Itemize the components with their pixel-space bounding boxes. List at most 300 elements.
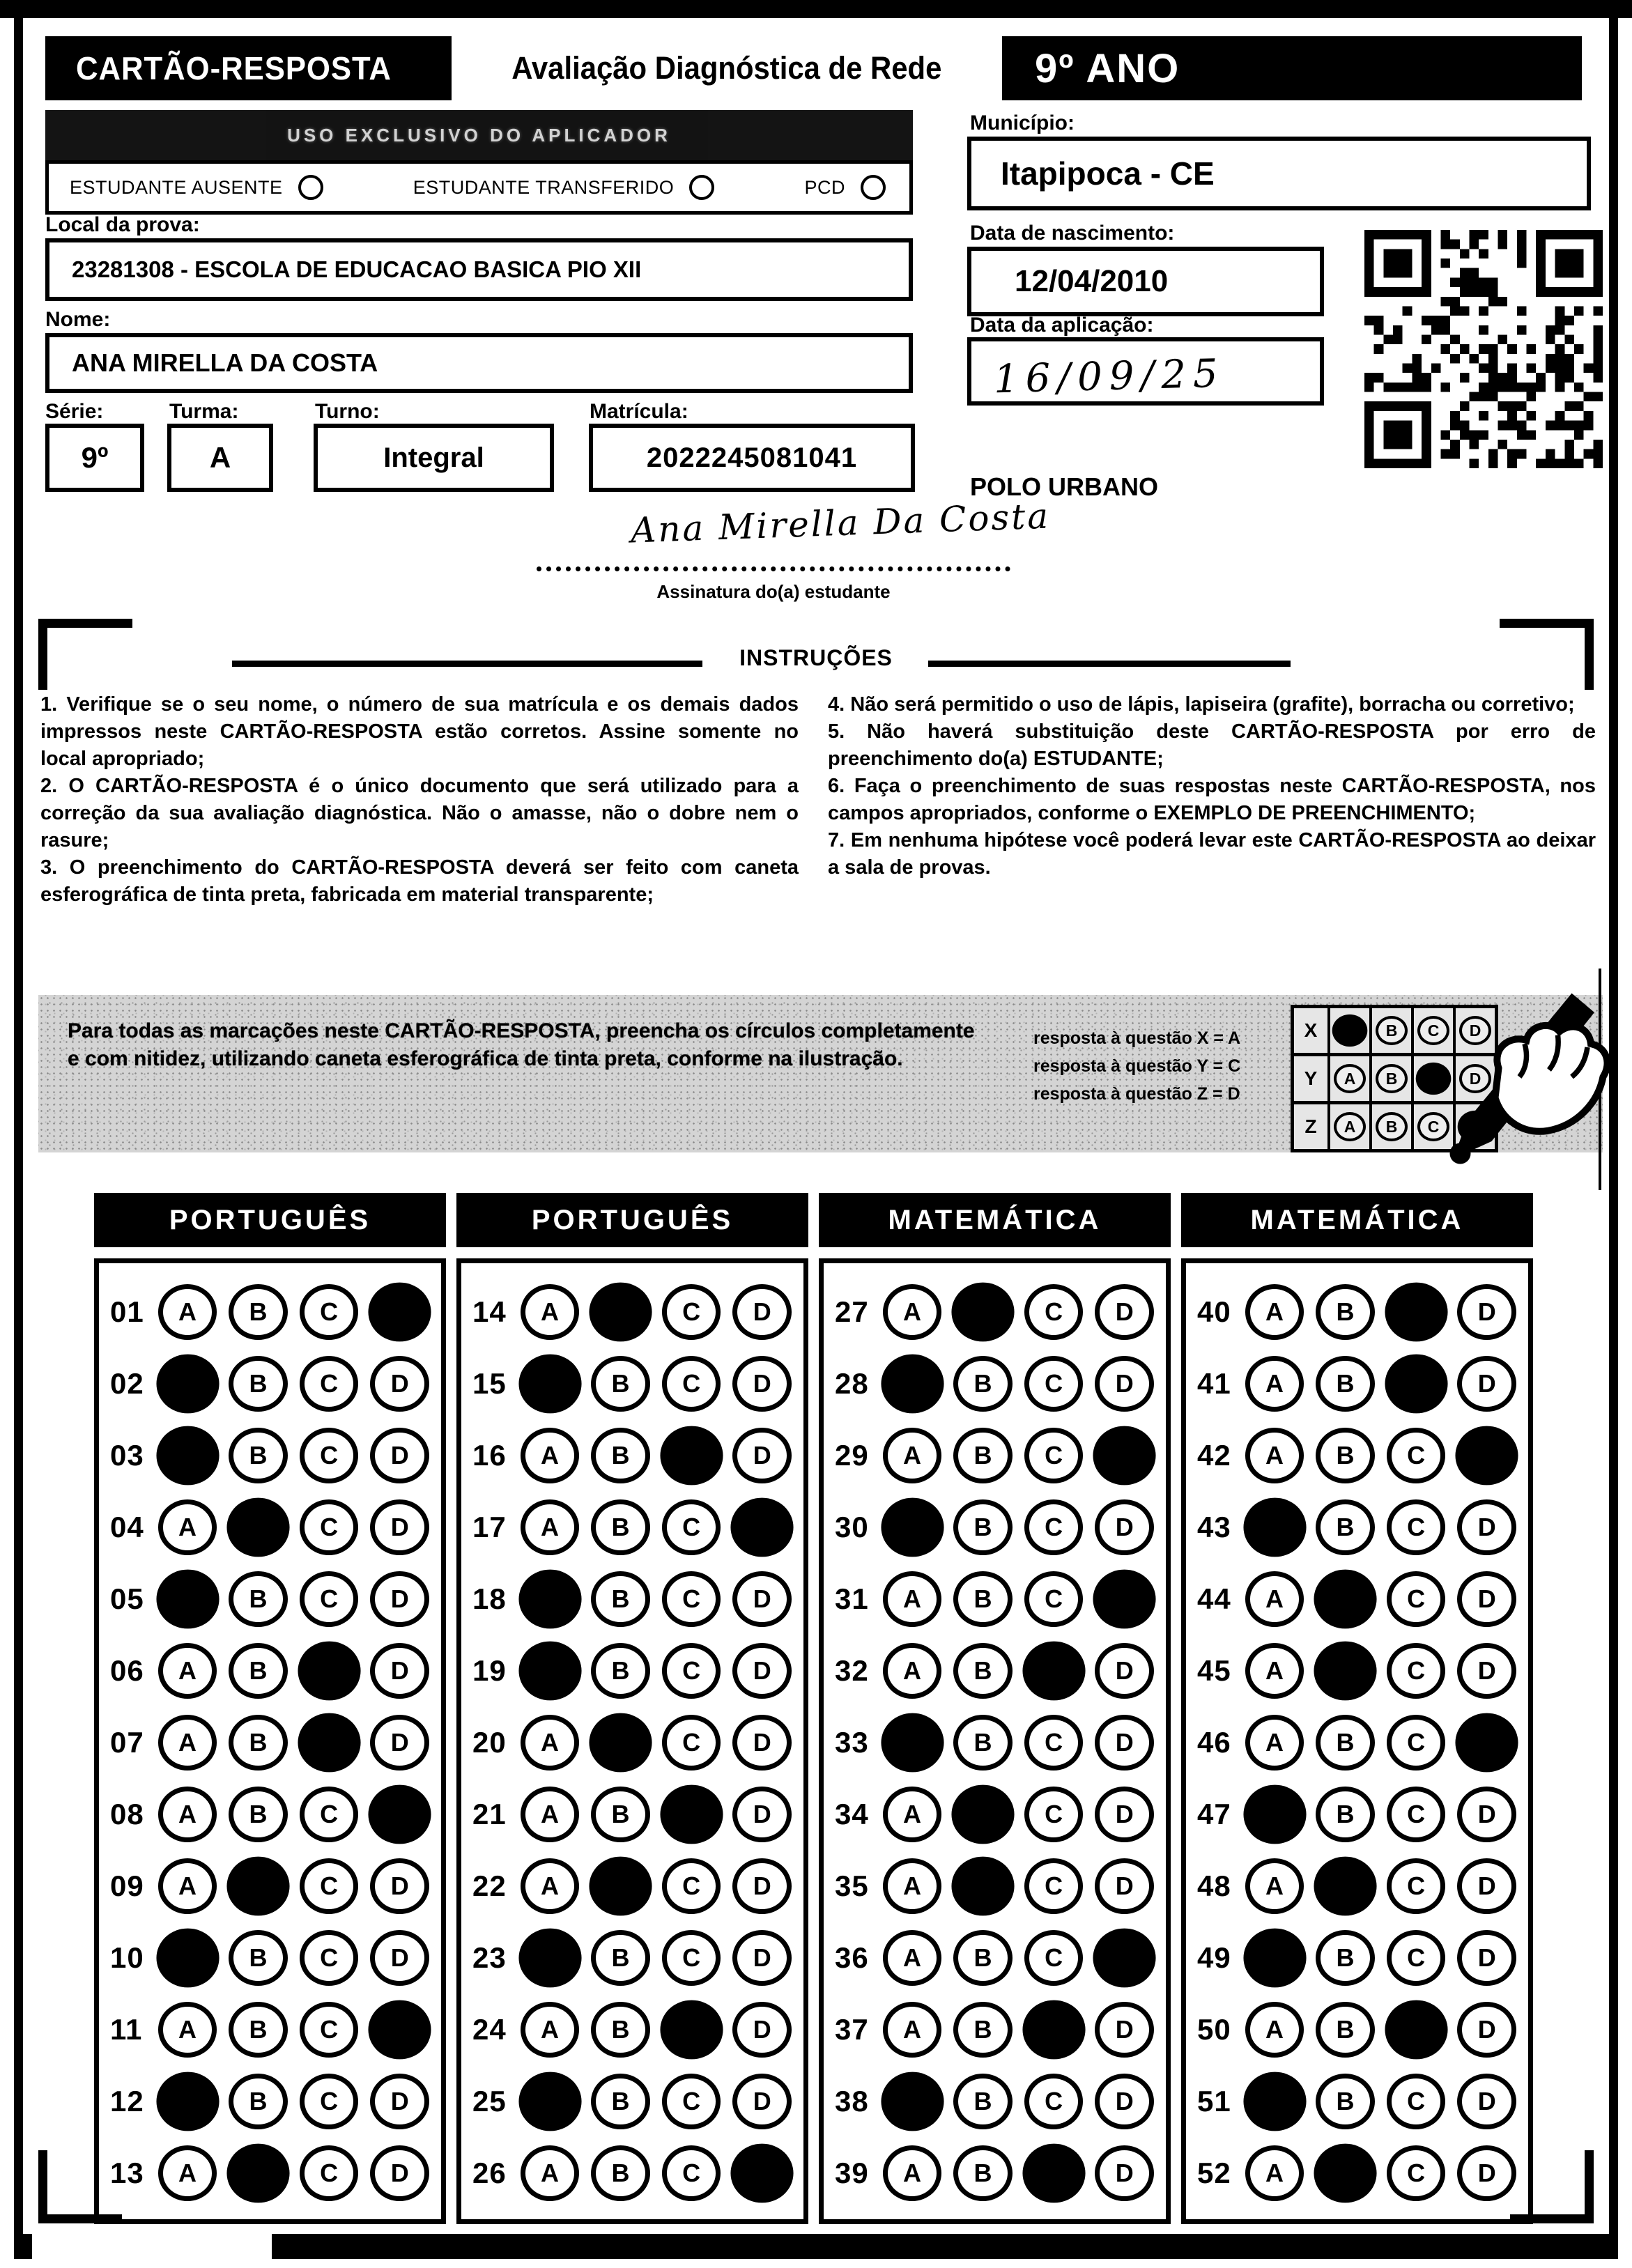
bubble-d-filled[interactable] [369,1282,431,1341]
bubble-b[interactable]: B [229,1428,288,1483]
answer-row [472,2065,803,2137]
answer-row [1197,2065,1528,2137]
answer-row [835,2065,1166,2137]
bubble-a[interactable]: A [521,1858,580,1914]
bubble-a[interactable]: A [883,1930,942,1986]
local-prova-value: 23281308 - ESCOLA DE EDUCACAO BASICA PIO XII [72,256,642,282]
bubble-b[interactable]: B [229,1787,288,1842]
answer-row [835,1419,1166,1491]
bubble-c[interactable]: C [1024,1571,1084,1627]
example-row-label: Z [1304,1116,1317,1137]
bubble-a[interactable]: A [521,1787,580,1842]
bubble-d[interactable]: D [370,1930,429,1986]
bubble-a[interactable]: A [158,1858,217,1914]
bubble-d[interactable]: D [370,1715,429,1771]
bubble-d[interactable]: D [732,1787,792,1842]
bubble-c[interactable]: C [300,2002,359,2058]
bubble-b[interactable]: B [591,2145,650,2201]
bubble-c[interactable]: C [1387,1930,1446,1986]
question-number: 02 [110,1366,144,1400]
bubble-b[interactable]: B [591,1930,650,1986]
bubble-d[interactable]: D [732,1284,792,1340]
question-number: 48 [1197,1869,1231,1902]
answer-row [472,2137,803,2209]
bubble-a[interactable]: A [158,2145,217,2201]
bubble-c[interactable]: C [1024,2074,1084,2129]
bubble-d[interactable]: D [732,1428,792,1483]
status-circle-pcd[interactable] [861,175,886,200]
bubble-a[interactable]: A [1245,1428,1304,1483]
bubble-c[interactable]: C [300,1571,359,1627]
bubble-a[interactable]: A [1245,1356,1304,1412]
example-bubble-b: B [1376,1016,1408,1045]
answer-row [1197,1491,1528,1563]
bubble-c-filled[interactable] [1022,2000,1085,2059]
bubble-d[interactable]: D [732,1715,792,1771]
bubble-c[interactable]: C [1387,1858,1446,1914]
bubble-b[interactable]: B [229,1643,288,1699]
example-grid-cell [1327,1104,1369,1149]
bubble-d[interactable]: D [1095,1356,1154,1412]
bubble-c[interactable]: C [1387,1787,1446,1842]
answer-row [835,2137,1166,2209]
signature-label: Assinatura do(a) estudante [656,581,891,602]
bubble-b[interactable]: B [1316,1787,1375,1842]
bubble-b-filled[interactable] [1314,1641,1377,1700]
question-number: 06 [110,1653,144,1687]
question-number: 22 [472,1869,507,1902]
matricula-box [589,424,915,492]
bubble-b[interactable]: B [953,1643,1013,1699]
municipio-box [967,137,1591,210]
bubble-d[interactable]: D [370,2145,429,2201]
bubble-c[interactable]: C [1387,1499,1446,1555]
bubble-b[interactable]: B [229,1930,288,1986]
bubble-a-filled[interactable] [156,1928,219,1987]
bubble-c[interactable]: C [662,1715,721,1771]
bubble-d[interactable]: D [1457,2145,1516,2201]
bubble-d[interactable]: D [370,1571,429,1627]
question-number: 46 [1197,1725,1231,1759]
bracket-top-right-h [1500,619,1594,628]
bubble-a-filled[interactable] [518,1641,581,1700]
bubble-c[interactable]: C [662,1284,721,1340]
bubble-a[interactable]: A [158,1715,217,1771]
bubble-d[interactable]: D [1095,1787,1154,1842]
bubble-c-filled[interactable] [1385,1354,1447,1413]
bubble-c[interactable]: C [662,1643,721,1699]
bubble-a[interactable]: A [158,2002,217,2058]
bubble-b[interactable]: B [953,1930,1013,1986]
bubble-d[interactable]: D [732,2074,792,2129]
instruction-item-1: 1. Verifique se o seu nome, o número de sua matrícula e os demais dados impressos neste CARTÃO-RESPOSTA estão corretos. Assine somente no local apropriado; [40,693,799,770]
bubble-a-filled[interactable] [881,1713,944,1772]
bubble-b[interactable]: B [229,2002,288,2058]
bubble-c-filled[interactable] [1385,2000,1447,2059]
bubble-a-filled[interactable] [1243,1497,1306,1557]
bubble-d-filled[interactable] [731,2143,794,2203]
bubble-d[interactable]: D [1095,1499,1154,1555]
bubble-c[interactable]: C [300,1787,359,1842]
question-number: 39 [835,2156,869,2189]
question-number: 34 [835,1797,869,1830]
status-circle-transferido[interactable] [689,175,714,200]
signature-handwriting: Ana Mirella Da Costa [630,495,1051,551]
bubble-d[interactable]: D [1095,2002,1154,2058]
answer-row [472,1850,803,1922]
bubble-a[interactable]: A [1245,1715,1304,1771]
bubble-d[interactable]: D [732,1858,792,1914]
nascimento-value: 12/04/2010 [1015,264,1169,298]
bubble-a[interactable]: A [521,1428,580,1483]
bubble-a-filled[interactable] [156,1354,219,1413]
card-title: CARTÃO-RESPOSTA [76,50,392,86]
bubble-a[interactable]: A [1245,2145,1304,2201]
bubble-d[interactable]: D [732,1930,792,1986]
status-circle-ausente[interactable] [298,175,323,200]
bubble-c[interactable]: C [662,1571,721,1627]
question-number: 27 [835,1295,869,1328]
answer-row [472,1778,803,1850]
bubble-d[interactable]: D [1457,1787,1516,1842]
bubble-b[interactable]: B [953,1715,1013,1771]
bubble-d[interactable]: D [1457,1930,1516,1986]
bubble-a[interactable]: A [1245,1858,1304,1914]
aplicacao-label: Data da aplicação: [970,314,1154,337]
bubble-b[interactable]: B [953,2074,1013,2129]
bubble-b[interactable]: B [1316,2002,1375,2058]
question-number: 51 [1197,2084,1231,2117]
bubble-d-filled[interactable] [1093,1928,1156,1987]
answer-row [1197,1922,1528,1993]
answer-row [110,2065,441,2137]
bubble-b-filled[interactable] [227,1497,290,1557]
status-option-label: ESTUDANTE AUSENTE [70,176,283,198]
bubble-d[interactable]: D [1095,1643,1154,1699]
bubble-a-filled[interactable] [881,1497,944,1557]
bubble-c[interactable]: C [662,2074,721,2129]
bubble-b[interactable]: B [1316,1284,1375,1340]
bubble-a[interactable]: A [521,1715,580,1771]
bubble-b[interactable]: B [591,1571,650,1627]
bubble-c[interactable]: C [300,1428,359,1483]
bubble-b-filled[interactable] [590,1713,652,1772]
answers-header-matematica-1: MATEMÁTICA [819,1193,1171,1247]
question-number: 40 [1197,1295,1231,1328]
answer-row [472,1922,803,1993]
bubble-a[interactable]: A [158,1499,217,1555]
example-bubble-b: B [1376,1064,1408,1093]
bubble-d[interactable]: D [1095,1858,1154,1914]
bubble-c[interactable]: C [300,1284,359,1340]
answer-row [835,1491,1166,1563]
bubble-c[interactable]: C [1387,2145,1446,2201]
answer-row [110,1706,441,1778]
example-bubble-a: A [1334,1064,1366,1093]
bubble-a-filled[interactable] [518,2072,581,2131]
bubble-d[interactable]: D [1457,1858,1516,1914]
bubble-b[interactable]: B [591,1643,650,1699]
bubble-a[interactable]: A [883,1787,942,1842]
bubble-b-filled[interactable] [952,1282,1015,1341]
bubble-a[interactable]: A [883,2002,942,2058]
bubble-b[interactable]: B [953,1428,1013,1483]
bubble-d[interactable]: D [1095,1284,1154,1340]
answer-row [835,1993,1166,2065]
bubble-d[interactable]: D [1457,1571,1516,1627]
bubble-a[interactable]: A [521,2002,580,2058]
bubble-d-filled[interactable] [1093,1426,1156,1485]
bubble-c[interactable]: C [662,1499,721,1555]
answer-row [835,1348,1166,1419]
bubble-b[interactable]: B [229,1715,288,1771]
bubble-c[interactable]: C [662,2145,721,2201]
bubble-c[interactable]: C [1024,1284,1084,1340]
bubble-b[interactable]: B [953,1571,1013,1627]
bubble-b[interactable]: B [953,1499,1013,1555]
status-option-transferido[interactable] [413,175,715,200]
qr-code-image [1364,230,1603,468]
bubble-c-filled[interactable] [660,2000,723,2059]
bubble-c-filled[interactable] [660,1784,723,1844]
bubble-d[interactable]: D [370,1356,429,1412]
aplicacao-handwritten-value: 16/09/25 [993,350,1226,402]
bubble-d[interactable]: D [1457,1643,1516,1699]
header-strip [45,36,1582,100]
bubble-b[interactable]: B [591,2074,650,2129]
bubble-b[interactable]: B [953,1356,1013,1412]
bubble-a-filled[interactable] [1243,1784,1306,1844]
question-number: 49 [1197,1941,1231,1974]
bubble-a[interactable]: A [1245,2002,1304,2058]
bubble-a[interactable]: A [883,1428,942,1483]
municipio-label: Município: [970,111,1075,134]
bubble-b[interactable]: B [953,2002,1013,2058]
bubble-b-filled[interactable] [1314,1856,1377,1915]
bubble-c[interactable]: C [1387,1643,1446,1699]
bubble-d[interactable]: D [370,1499,429,1555]
bubble-d-filled[interactable] [1093,1569,1156,1628]
bubble-d[interactable]: D [370,1643,429,1699]
bubble-a[interactable]: A [883,1858,942,1914]
bubble-c[interactable]: C [300,1858,359,1914]
bubble-a[interactable]: A [521,1284,580,1340]
bubble-a-filled[interactable] [1243,2072,1306,2131]
bubble-d[interactable]: D [1457,1356,1516,1412]
bubble-a[interactable]: A [158,1284,217,1340]
bubble-c[interactable]: C [1387,1428,1446,1483]
bubble-b[interactable]: B [229,2074,288,2129]
bubble-c[interactable]: C [1024,1715,1084,1771]
bubble-c-filled[interactable] [1022,2143,1085,2203]
bubble-d[interactable]: D [1457,1284,1516,1340]
bubble-a-filled[interactable] [156,2072,219,2131]
status-option-ausente[interactable] [70,175,323,200]
bubble-a[interactable]: A [883,1571,942,1627]
nascimento-box [967,247,1324,316]
bubble-b-filled[interactable] [227,2143,290,2203]
frame-top-bar [0,0,1632,18]
bubble-a-filled[interactable] [156,1426,219,1485]
bubble-a-filled[interactable] [1243,1928,1306,1987]
bubble-b-filled[interactable] [952,1856,1015,1915]
bubble-b[interactable]: B [229,1356,288,1412]
bubble-a[interactable]: A [883,2145,942,2201]
bubble-c[interactable]: C [1024,1930,1084,1986]
bubble-b[interactable]: B [1316,2074,1375,2129]
bubble-b[interactable]: B [591,1356,650,1412]
bubble-a[interactable]: A [1245,1643,1304,1699]
bubble-a[interactable]: A [1245,1284,1304,1340]
bracket-bottom-right-h [1510,2214,1594,2223]
bubble-b[interactable]: B [229,1571,288,1627]
bubble-c[interactable]: C [1387,1571,1446,1627]
answer-row [472,1491,803,1563]
serie-value: 9º [81,441,109,474]
bubble-b[interactable]: B [1316,1499,1375,1555]
question-number: 36 [835,1941,869,1974]
bubble-d[interactable]: D [732,1571,792,1627]
answer-row [835,1635,1166,1706]
bubble-b[interactable]: B [591,1787,650,1842]
bubble-a-filled[interactable] [156,1569,219,1628]
bubble-c[interactable]: C [1024,1858,1084,1914]
answer-row [472,1276,803,1348]
bubble-c[interactable]: C [1387,1715,1446,1771]
bubble-a-filled[interactable] [881,2072,944,2131]
bubble-c-filled[interactable] [298,1641,360,1700]
question-number: 15 [472,1366,507,1400]
question-number: 33 [835,1725,869,1759]
bubble-d[interactable]: D [370,1428,429,1483]
bubble-b-filled[interactable] [952,1784,1015,1844]
bubble-c[interactable]: C [662,1930,721,1986]
bubble-a[interactable]: A [158,1787,217,1842]
question-number: 37 [835,2012,869,2046]
question-number: 04 [110,1510,144,1543]
bubble-b[interactable]: B [591,2002,650,2058]
bubble-b[interactable]: B [591,1499,650,1555]
bubble-d-filled[interactable] [1456,1713,1518,1772]
bubble-a[interactable]: A [1245,1571,1304,1627]
bubble-d[interactable]: D [1457,1499,1516,1555]
bubble-a-filled[interactable] [518,1928,581,1987]
bubble-b[interactable]: B [953,2145,1013,2201]
answer-row [1197,1706,1528,1778]
bubble-d-filled[interactable] [369,1784,431,1844]
answer-row [1197,1850,1528,1922]
bubble-d[interactable]: D [732,2002,792,2058]
bubble-d[interactable]: D [370,1858,429,1914]
bubble-b[interactable]: B [1316,1428,1375,1483]
bubble-b-filled[interactable] [590,1282,652,1341]
bubble-d-filled[interactable] [369,2000,431,2059]
serie-box [45,424,144,492]
bubble-b[interactable]: B [229,1284,288,1340]
bubble-a-filled[interactable] [518,1354,581,1413]
bubble-d-filled[interactable] [731,1497,794,1557]
example-answer-key [1033,1024,1312,1108]
matricula-label: Matrícula: [590,400,688,423]
bubble-d-filled[interactable] [1456,1426,1518,1485]
bubble-b[interactable]: B [1316,1715,1375,1771]
bubble-c[interactable]: C [300,1499,359,1555]
instruction-item-4: 4. Não será permitido o uso de lápis, lapiseira (grafite), borracha ou corretivo; [828,693,1575,716]
bubble-c[interactable]: C [662,1858,721,1914]
bubble-c-filled[interactable] [1022,1641,1085,1700]
bubble-b-filled[interactable] [590,1856,652,1915]
instructions-title: INSTRUÇÕES [739,645,893,670]
bubble-c[interactable]: C [662,1356,721,1412]
bubble-d[interactable]: D [1095,1715,1154,1771]
question-number: 05 [110,1582,144,1615]
bubble-b[interactable]: B [591,1428,650,1483]
bubble-c[interactable]: C [1024,1787,1084,1842]
question-number: 13 [110,2156,144,2189]
bubble-a-filled[interactable] [518,1569,581,1628]
example-bubble-d: D [1459,1016,1491,1045]
question-number: 30 [835,1510,869,1543]
bubble-c[interactable]: C [300,1356,359,1412]
bubble-b[interactable]: B [1316,1930,1375,1986]
instructions-rule-left [232,661,702,667]
bubble-b-filled[interactable] [227,1856,290,1915]
bubble-c[interactable]: C [1024,1499,1084,1555]
bubble-d[interactable]: D [732,1643,792,1699]
bubble-c-filled[interactable] [1385,1282,1447,1341]
status-option-pcd[interactable] [804,175,886,200]
answer-row [1197,1635,1528,1706]
bubble-d[interactable]: D [1457,2074,1516,2129]
frame-left-border [14,18,23,2259]
bubble-c[interactable]: C [300,2074,359,2129]
bubble-d[interactable]: D [1457,2002,1516,2058]
bubble-a[interactable]: A [883,1643,942,1699]
bubble-d[interactable]: D [1095,2145,1154,2201]
bubble-d[interactable]: D [1095,2074,1154,2129]
bubble-a[interactable]: A [521,2145,580,2201]
bubble-c[interactable]: C [300,2145,359,2201]
instructions-rule-right [928,661,1291,667]
bubble-c[interactable]: C [300,1930,359,1986]
example-grid-cell [1369,1056,1411,1101]
bubble-c[interactable]: C [1024,1356,1084,1412]
bubble-b-filled[interactable] [1314,1569,1377,1628]
bubble-c-filled[interactable] [660,1426,723,1485]
assessment-title: Avaliação Diagnóstica de Rede [511,50,942,86]
local-prova-label: Local da prova: [45,213,200,236]
bubble-c[interactable]: C [1387,2074,1446,2129]
nome-value: ANA MIRELLA DA COSTA [72,348,378,377]
bubble-d[interactable]: D [370,2074,429,2129]
bubble-d[interactable]: D [732,1356,792,1412]
example-row-label: Y [1304,1067,1318,1089]
bubble-b[interactable]: B [1316,1356,1375,1412]
bubble-a[interactable]: A [883,1284,942,1340]
question-number: 20 [472,1725,507,1759]
bubble-a-filled[interactable] [881,1354,944,1413]
bubble-a[interactable]: A [521,1499,580,1555]
question-number: 21 [472,1797,507,1830]
bubble-b-filled[interactable] [1314,2143,1377,2203]
example-grid-cell [1369,1008,1411,1053]
question-number: 26 [472,2156,507,2189]
bubble-c[interactable]: C [1024,1428,1084,1483]
bubble-c-filled[interactable] [298,1713,360,1772]
question-number: 11 [110,2012,143,2046]
example-note: Para todas as marcações neste CARTÃO-RESPOSTA, preencha os círculos completamente e com nitidez, utilizando caneta esferográfica de tinta preta, conforme na ilustração. [68,1019,975,1070]
bubble-a[interactable]: A [158,1643,217,1699]
